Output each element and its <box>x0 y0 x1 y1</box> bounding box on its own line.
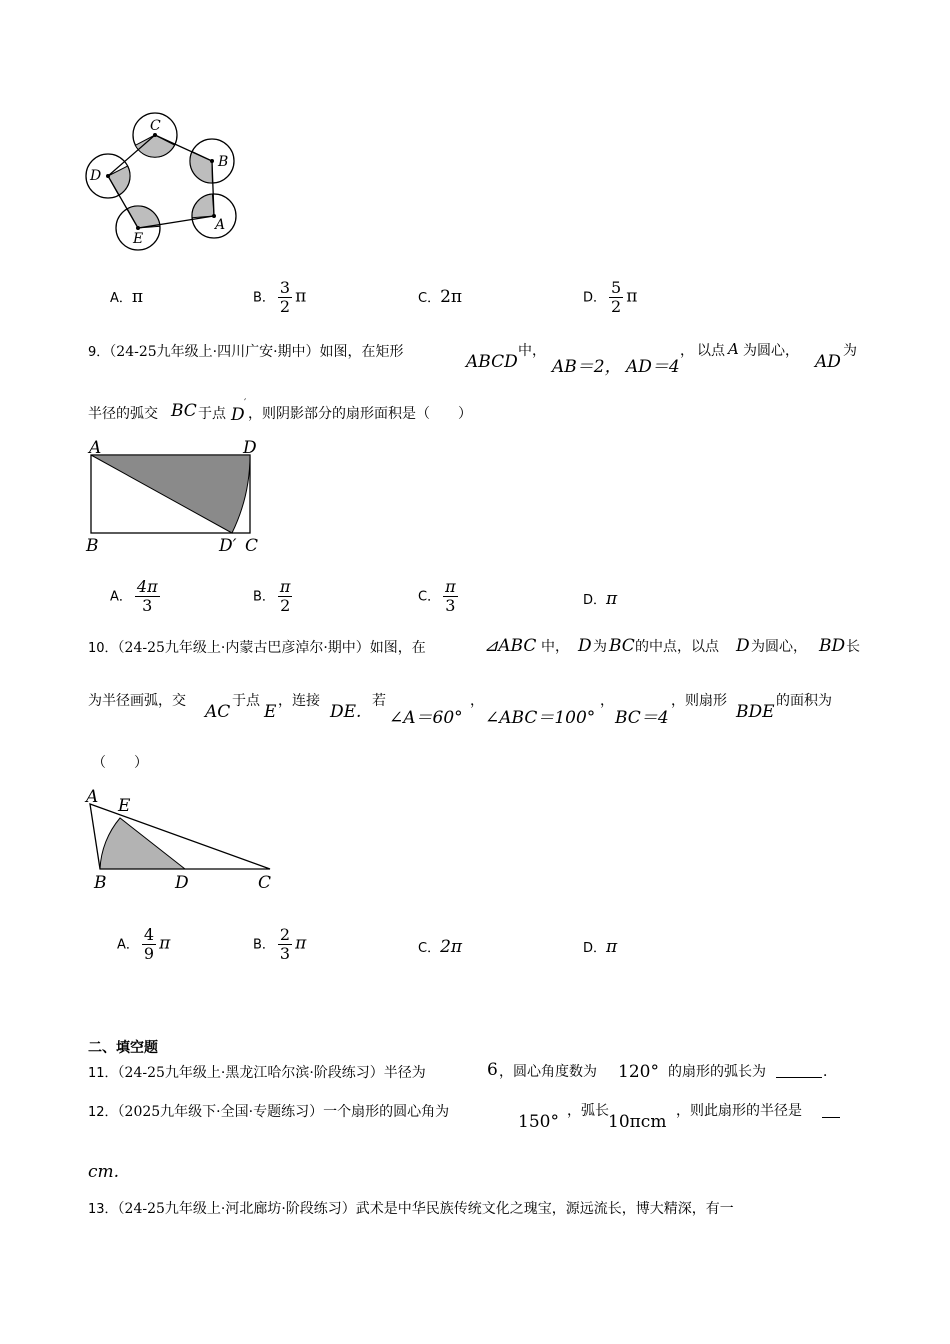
q13-line: 13．（24-25九年级上·河北廊坊·阶段练习）武术是中华民族传统文化之瑰宝，源远流长，博大精深，有一 <box>88 1201 734 1217</box>
fig10-label-c: C <box>258 873 272 893</box>
label-c: C <box>150 118 161 134</box>
label-d: D <box>90 168 102 184</box>
q9-option-b[interactable]: B． $\frac{\pi}{2}$ <box>253 577 291 615</box>
label-b: B <box>218 154 229 170</box>
q10-option-a[interactable]: A． $\frac{4}{9}$ π <box>117 925 171 963</box>
fig9-label-dprime: D′ <box>219 536 237 556</box>
label-e: E <box>133 231 144 247</box>
q11-line: 11．（24-25九年级上·黑龙江哈尔滨·阶段练习）半径为 <box>88 1065 426 1081</box>
fig9-label-a: A <box>89 438 102 458</box>
label-a: A <box>215 217 226 233</box>
q9-option-c[interactable]: C． $\frac{\pi}{3}$ <box>418 577 456 615</box>
fig9-label-c: C <box>245 536 259 556</box>
q8-option-b[interactable]: B． $\frac{3}{2}$ π <box>253 278 307 316</box>
q11-answer-blank[interactable] <box>776 1077 822 1078</box>
q10-option-c[interactable]: C．2π <box>418 937 463 957</box>
q12-answer-blank[interactable] <box>822 1117 840 1118</box>
sector-a <box>192 194 214 218</box>
fig9-label-d: D <box>243 438 257 458</box>
q10-line1: 10．（24-25九年级上·内蒙古巴彦淖尔·期中）如图，在 <box>88 640 426 656</box>
shaded-sector-bde <box>100 818 185 869</box>
q9-option-d[interactable]: D．π <box>583 589 618 609</box>
pentagon-circles-figure <box>80 108 250 253</box>
shaded-sector <box>91 455 250 533</box>
fig9-label-b: B <box>86 536 99 556</box>
q8-option-d[interactable]: D． $\frac{5}{2}$ π <box>583 278 638 316</box>
q9-line1: 9．（24-25九年级上·四川广安·期中）如图，在矩形 <box>88 344 404 360</box>
q12-line: 12．（2025九年级下·全国·专题练习）一个扇形的圆心角为 <box>88 1104 450 1120</box>
q8-option-c[interactable]: C．2π <box>418 287 463 307</box>
q10-option-b[interactable]: B． $\frac{2}{3}$ π <box>253 925 307 963</box>
q10-triangle-figure <box>80 782 280 897</box>
fig10-label-a: A <box>86 787 99 807</box>
fig10-label-d: D <box>175 873 189 893</box>
q9-option-a[interactable]: A． $\frac{4\pi}{3}$ <box>110 577 158 615</box>
q10-option-d[interactable]: D．π <box>583 937 618 957</box>
q9-m-abcd: ABCD <box>466 352 518 372</box>
q9-rectangle-figure <box>80 435 270 560</box>
section-title: 二、填空题 <box>88 1040 158 1056</box>
fig10-label-b: B <box>94 873 107 893</box>
q8-option-a[interactable]: A．π <box>110 287 144 307</box>
fig10-label-e: E <box>118 796 131 816</box>
